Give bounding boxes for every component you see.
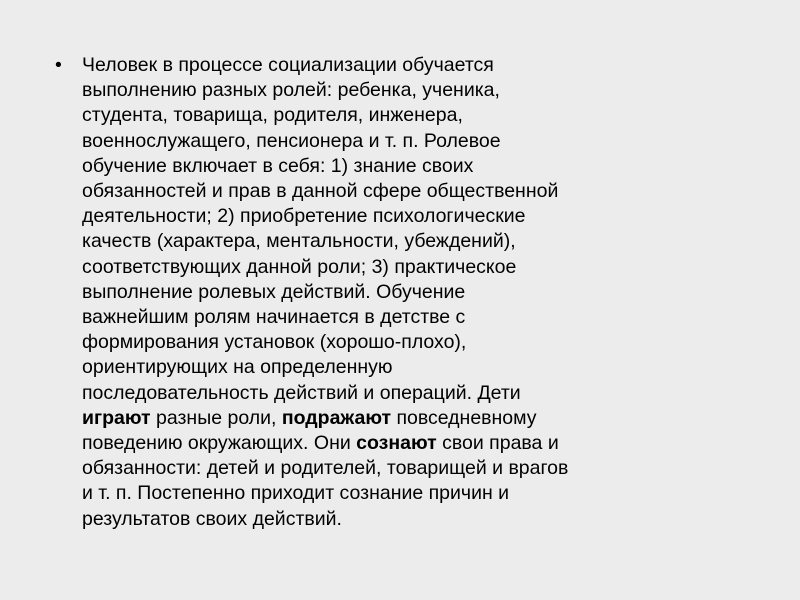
text-line: выполнению разных ролей: ребенка, ученика, <box>82 79 500 102</box>
text-line: и т. п. Постепенно приходит сознание причин и <box>82 482 510 505</box>
text-line: результатов своих действий. <box>82 507 342 530</box>
text-line: соответствующих данной роли; 3) практическое <box>82 255 517 278</box>
bold-word: играют <box>82 406 151 429</box>
text-line: качеств (характера, ментальности, убеждений), <box>82 230 516 253</box>
text-line: формирования установок (хорошо-плохо), <box>82 331 467 354</box>
text-line: последовательность действий и операций. Дети <box>82 381 521 404</box>
bullet-icon: • <box>55 54 62 76</box>
bold-word: сознают <box>356 432 437 455</box>
text-line: важнейшим ролям начинается в детстве с <box>82 306 466 329</box>
text-line: деятельности; 2) приобретение психологические <box>82 205 526 228</box>
text-line: выполнение ролевых действий. Обучение <box>82 280 466 303</box>
bold-word: подражают <box>281 406 392 429</box>
text-line: ориентирующих на определенную <box>82 356 393 379</box>
text-line: играют разные роли, подражают повседневному <box>82 406 537 429</box>
text-line: Человек в процессе социализации обучается <box>82 54 494 76</box>
text-line: обязанностей и прав в данной сфере общественной <box>82 180 559 203</box>
text-line: военнослужащего, пенсионера и т. п. Ролевое <box>82 129 501 152</box>
text-line: студента, товарища, родителя, инженера, <box>82 104 463 127</box>
text-line: обучение включает в себя: 1) знание своих <box>82 154 474 177</box>
bullet-paragraph <box>82 53 758 532</box>
text-line: обязанности: детей и родителей, товарищей и врагов <box>82 457 569 480</box>
text-line: поведению окружающих. Они сознают свои права и <box>82 432 559 455</box>
